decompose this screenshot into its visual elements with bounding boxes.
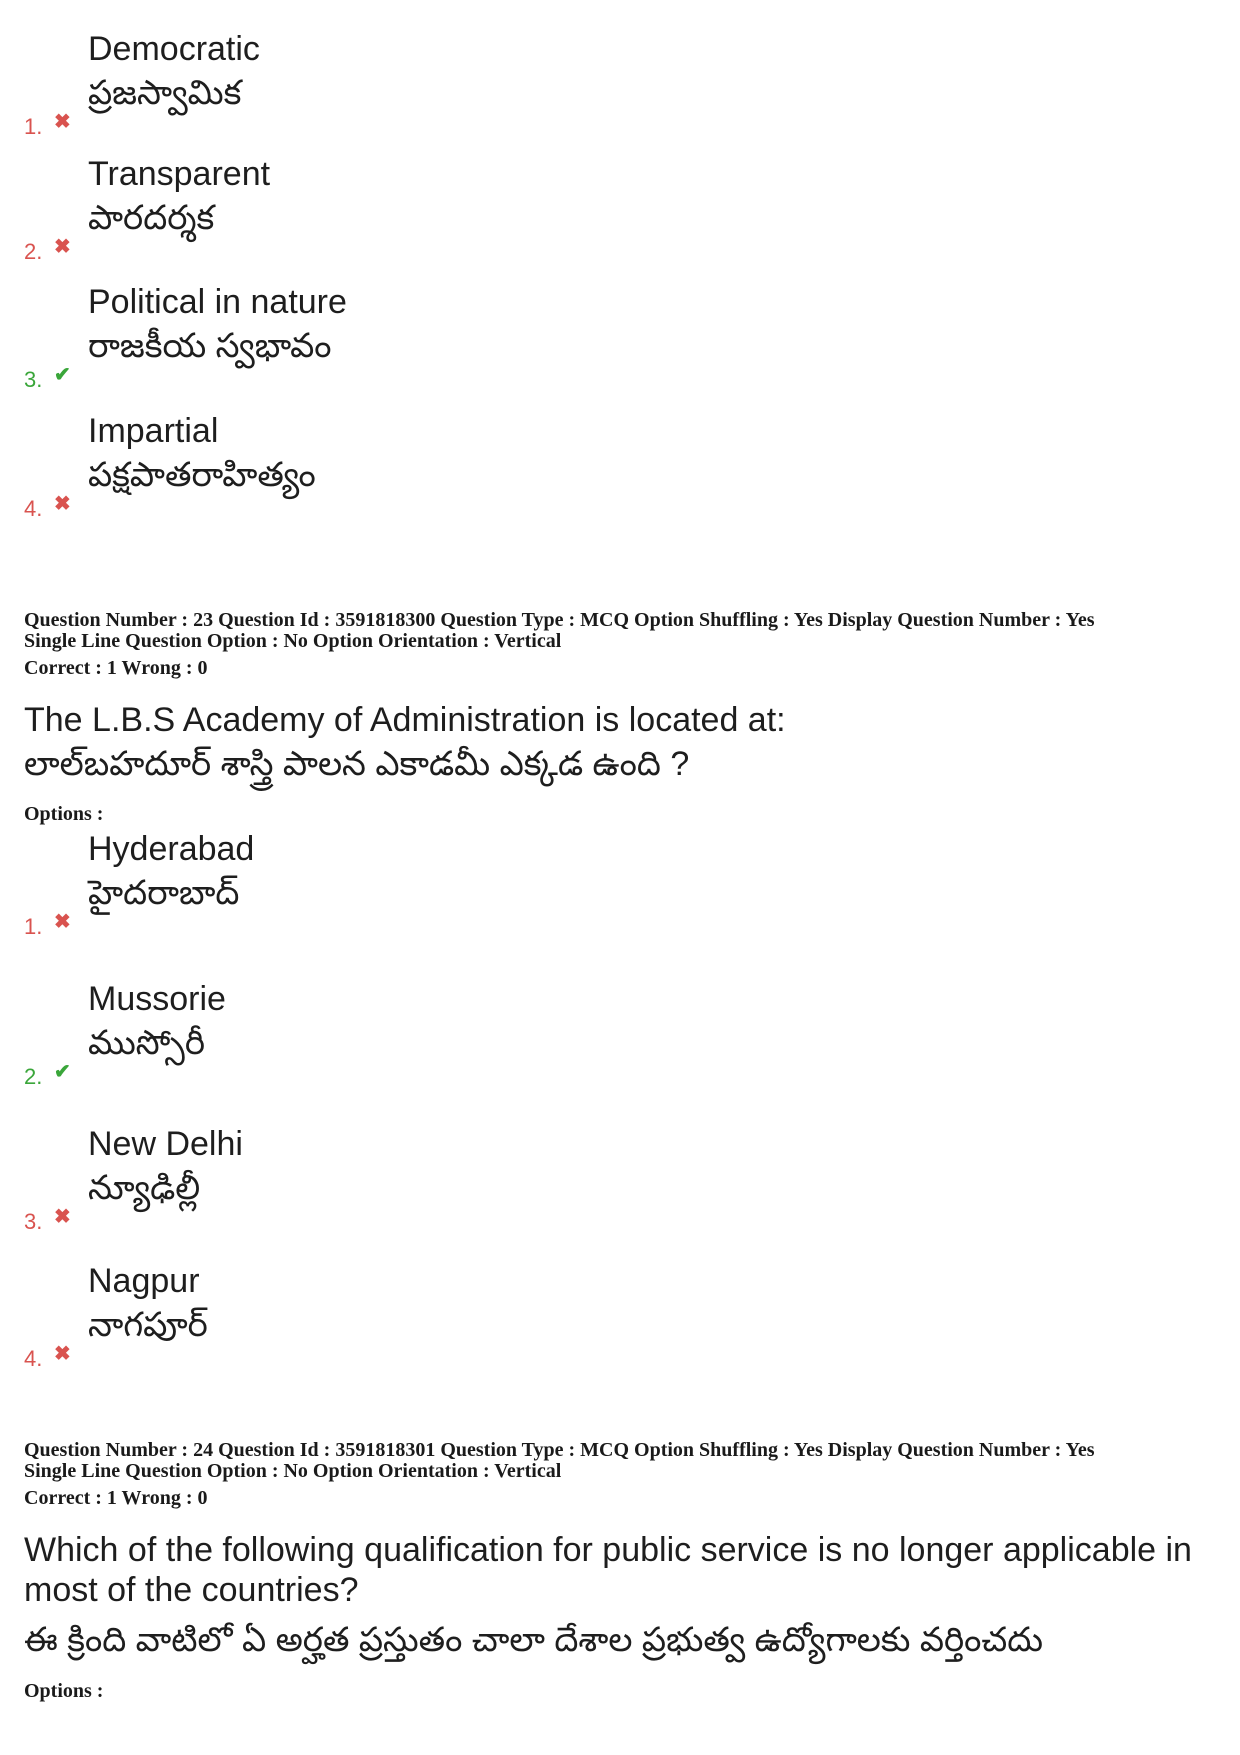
option-text-te: న్యూఢిల్లీ [88,1169,201,1207]
option-text-en: New Delhi [88,1125,243,1163]
question-text-en: The L.B.S Academy of Administration is located at: [24,701,786,739]
option-number: 2. [24,1064,43,1089]
cross-icon: ✖ [54,493,71,515]
option-1 [24,830,924,940]
cross-icon: ✖ [54,1343,71,1365]
option-text-en: Nagpur [88,1262,200,1300]
option-2 [24,155,924,265]
option-number: 4. [24,1346,43,1371]
check-icon: ✔ [54,364,71,386]
option-3 [24,283,924,393]
cross-icon: ✖ [54,911,71,933]
options-label: Options : [24,803,104,825]
option-text-en: Hyderabad [88,830,255,868]
option-text-te: ముస్సోరీ [88,1024,205,1062]
cross-icon: ✖ [54,111,71,133]
option-text-en: Impartial [88,412,219,450]
option-number: 3. [24,367,43,392]
cross-icon: ✖ [54,1206,71,1228]
option-number: 2. [24,239,43,264]
option-number: 3. [24,1209,43,1234]
question-text-te: ఈ క్రింది వాటిలో ఏ అర్హత ప్రస్తుతం చాలా దేశాల ప్రభుత్వ ఉద్యోగాలకు వర్తించదు [24,1621,1044,1659]
option-2 [24,980,924,1090]
option-4 [24,1262,924,1372]
options-label: Options : [24,1680,104,1702]
option-text-en: Political in nature [88,283,347,321]
option-text-te: రాజకీయ స్వభావం [88,327,332,365]
option-text-en: Transparent [88,155,271,193]
question-score: Correct : 1 Wrong : 0 [24,657,208,679]
cross-icon: ✖ [54,236,71,258]
question-meta-line1: Question Number : 24 Question Id : 3591818301 Question Type : MCQ Option Shuffling : Yes Display Question Number : Yes [24,1439,1095,1461]
question-meta-line2: Single Line Question Option : No Option Orientation : Vertical [24,1460,562,1482]
question-meta-line2: Single Line Question Option : No Option Orientation : Vertical [24,630,562,652]
question-score: Correct : 1 Wrong : 0 [24,1487,208,1509]
option-number: 1. [24,114,43,139]
option-text-en: Democratic [88,30,260,68]
option-text-te: ప్రజస్వామిక [88,74,242,112]
option-number: 4. [24,496,43,521]
option-text-en: Mussorie [88,980,226,1018]
option-text-te: నాగపూర్ [88,1306,208,1344]
option-4 [24,412,924,522]
question-text-te: లాల్‌బహదూర్ శాస్త్రి పాలన ఎకాడమీ ఎక్కడ ఉంది ? [24,745,690,783]
question-meta-line1: Question Number : 23 Question Id : 3591818300 Question Type : MCQ Option Shuffling : Yes Display Question Number : Yes [24,609,1095,631]
option-text-te: హైదరాబాద్ [88,874,240,912]
option-number: 1. [24,914,43,939]
option-1 [24,30,924,140]
check-icon: ✔ [54,1061,71,1083]
question-text-en: Which of the following qualification for public service is no longer applicable in most of the countries? [24,1531,1192,1609]
option-text-te: పారదర్శక [88,199,215,237]
option-text-te: పక్షపాతరాహిత్యం [88,456,316,494]
option-3 [24,1125,924,1235]
